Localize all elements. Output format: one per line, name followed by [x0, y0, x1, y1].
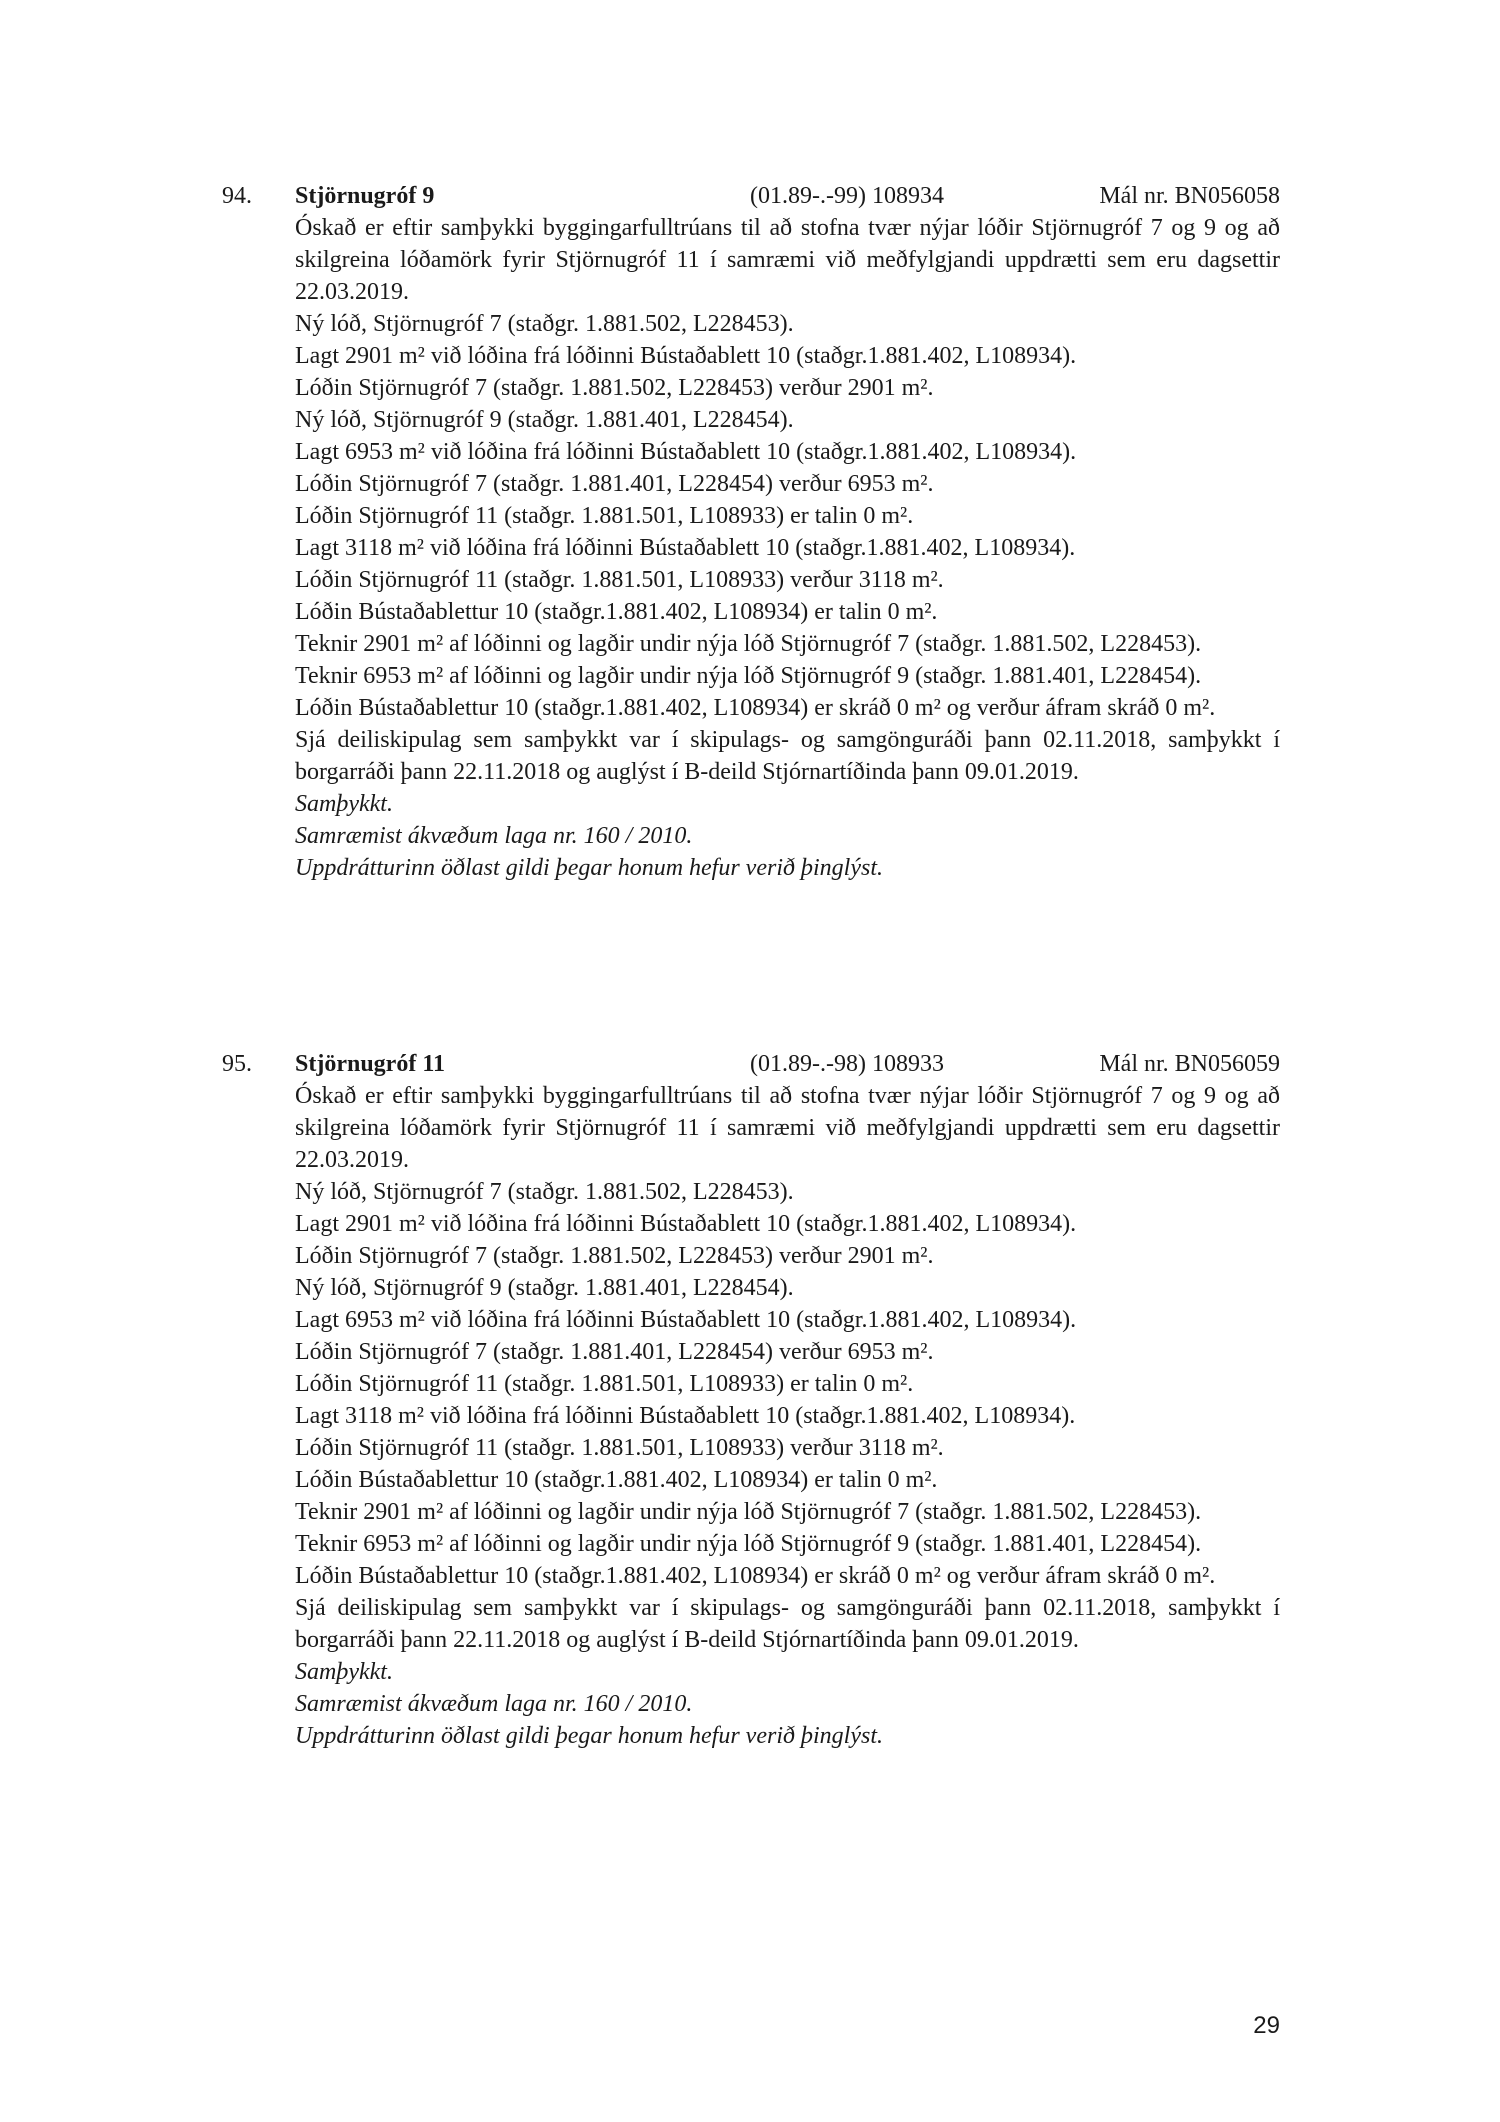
law-text: Samræmist ákvæðum laga nr. 160 / 2010.: [295, 823, 693, 849]
street-name: Stjörnugróf 11: [295, 1051, 445, 1077]
transfer-paragraph: Teknir 6953 m² af lóðinni og lagðir undir nýja lóð Stjörnugróf 9 (staðgr. 1.881.401, L228454).: [295, 1531, 1202, 1557]
zoning-paragraph: Sjá deiliskipulag sem samþykkt var í skipulags- og samgönguráði þann 02.11.2018, samþykkt í borgarráði þann 22.11.2018 og auglýst í B-deild Stjórnartíðinda þann 09.01.2019.: [295, 727, 1280, 785]
registration-paragraph: Lóðin Bústaðablettur 10 (staðgr.1.881.402, L108934) er skráð 0 m² og verður áfram skráð 0 m².: [295, 695, 1216, 721]
intro-paragraph: Óskað er eftir samþykki byggingarfulltrúans til að stofna tvær nýjar lóðir Stjörnugróf 7 og 9 og að skilgreina lóðamörk fyrir Stjörnugróf 11 í samræmi við meðfylgjandi uppdrætti sem eru dagsettir 22.03.2019.: [295, 215, 1280, 305]
plot-line: Lóðin Stjörnugróf 7 (staðgr. 1.881.401, L228454) verður 6953 m².: [295, 471, 934, 497]
law-text: Samræmist ákvæðum laga nr. 160 / 2010.: [295, 1691, 693, 1717]
transfer-paragraph: Teknir 6953 m² af lóðinni og lagðir undir nýja lóð Stjörnugróf 9 (staðgr. 1.881.401, L228454).: [295, 663, 1202, 689]
zoning-paragraph: Sjá deiliskipulag sem samþykkt var í skipulags- og samgönguráði þann 02.11.2018, samþykkt í borgarráði þann 22.11.2018 og auglýst í B-deild Stjórnartíðinda þann 09.01.2019.: [295, 1595, 1280, 1653]
street-name: Stjörnugróf 9: [295, 183, 435, 209]
intro-paragraph: Óskað er eftir samþykki byggingarfulltrúans til að stofna tvær nýjar lóðir Stjörnugróf 7 og 9 og að skilgreina lóðamörk fyrir Stjörnugróf 11 í samræmi við meðfylgjandi uppdrætti sem eru dagsettir 22.03.2019.: [295, 1083, 1280, 1173]
plot-line: Ný lóð, Stjörnugróf 9 (staðgr. 1.881.401, L228454).: [295, 1275, 794, 1301]
plot-line: Lagt 6953 m² við lóðina frá lóðinni Bústaðablett 10 (staðgr.1.881.402, L108934).: [295, 439, 1077, 465]
plot-line: Lagt 3118 m² við lóðina frá lóðinni Bústaðablett 10 (staðgr.1.881.402, L108934).: [295, 535, 1076, 561]
case-entry: [222, 180, 1280, 884]
case-number: Mál nr. BN056058: [1099, 183, 1280, 209]
entry-body: [295, 1080, 1280, 1752]
plot-line: Lagt 2901 m² við lóðina frá lóðinni Bústaðablett 10 (staðgr.1.881.402, L108934).: [295, 343, 1077, 369]
plot-line: Lagt 2901 m² við lóðina frá lóðinni Bústaðablett 10 (staðgr.1.881.402, L108934).: [295, 1211, 1077, 1237]
entry-header: [222, 180, 1280, 212]
page-number: 29: [1253, 2012, 1280, 2039]
plot-line: Lóðin Stjörnugróf 7 (staðgr. 1.881.401, L228454) verður 6953 m².: [295, 1339, 934, 1365]
decision-text: Samþykkt.: [295, 791, 393, 817]
plot-line: Lóðin Stjörnugróf 11 (staðgr. 1.881.501, L108933) er talin 0 m².: [295, 503, 914, 529]
plot-line: Lóðin Stjörnugróf 11 (staðgr. 1.881.501, L108933) verður 3118 m².: [295, 567, 944, 593]
validity-text: Uppdrátturinn öðlast gildi þegar honum hefur verið þinglýst.: [295, 855, 883, 881]
plot-line: Lagt 6953 m² við lóðina frá lóðinni Bústaðablett 10 (staðgr.1.881.402, L108934).: [295, 1307, 1077, 1333]
plot-line: Lóðin Bústaðablettur 10 (staðgr.1.881.402, L108934) er talin 0 m².: [295, 1467, 938, 1493]
entry-number: 95.: [222, 1051, 252, 1077]
plot-line: Lóðin Stjörnugróf 7 (staðgr. 1.881.502, L228453) verður 2901 m².: [295, 1243, 934, 1269]
plot-line: Ný lóð, Stjörnugróf 9 (staðgr. 1.881.401, L228454).: [295, 407, 794, 433]
case-number: Mál nr. BN056059: [1099, 1051, 1280, 1077]
transfer-paragraph: Teknir 2901 m² af lóðinni og lagðir undir nýja lóð Stjörnugróf 7 (staðgr. 1.881.502, L228453).: [295, 631, 1202, 657]
entry-number: 94.: [222, 183, 252, 209]
property-reference: (01.89-.-99) 108934: [750, 183, 944, 209]
validity-text: Uppdrátturinn öðlast gildi þegar honum hefur verið þinglýst.: [295, 1723, 883, 1749]
case-entry: [222, 1048, 1280, 1752]
plot-line: Ný lóð, Stjörnugróf 7 (staðgr. 1.881.502, L228453).: [295, 311, 794, 337]
plot-line: Lagt 3118 m² við lóðina frá lóðinni Bústaðablett 10 (staðgr.1.881.402, L108934).: [295, 1403, 1076, 1429]
plot-line: Ný lóð, Stjörnugróf 7 (staðgr. 1.881.502, L228453).: [295, 1179, 794, 1205]
plot-line: Lóðin Stjörnugróf 7 (staðgr. 1.881.502, L228453) verður 2901 m².: [295, 375, 934, 401]
plot-line: Lóðin Bústaðablettur 10 (staðgr.1.881.402, L108934) er talin 0 m².: [295, 599, 938, 625]
entry-body: [295, 212, 1280, 884]
plot-line: Lóðin Stjörnugróf 11 (staðgr. 1.881.501, L108933) verður 3118 m².: [295, 1435, 944, 1461]
registration-paragraph: Lóðin Bústaðablettur 10 (staðgr.1.881.402, L108934) er skráð 0 m² og verður áfram skráð 0 m².: [295, 1563, 1216, 1589]
entry-header: [222, 1048, 1280, 1080]
plot-line: Lóðin Stjörnugróf 11 (staðgr. 1.881.501, L108933) er talin 0 m².: [295, 1371, 914, 1397]
transfer-paragraph: Teknir 2901 m² af lóðinni og lagðir undir nýja lóð Stjörnugróf 7 (staðgr. 1.881.502, L228453).: [295, 1499, 1202, 1525]
decision-text: Samþykkt.: [295, 1659, 393, 1685]
property-reference: (01.89-.-98) 108933: [750, 1051, 944, 1077]
